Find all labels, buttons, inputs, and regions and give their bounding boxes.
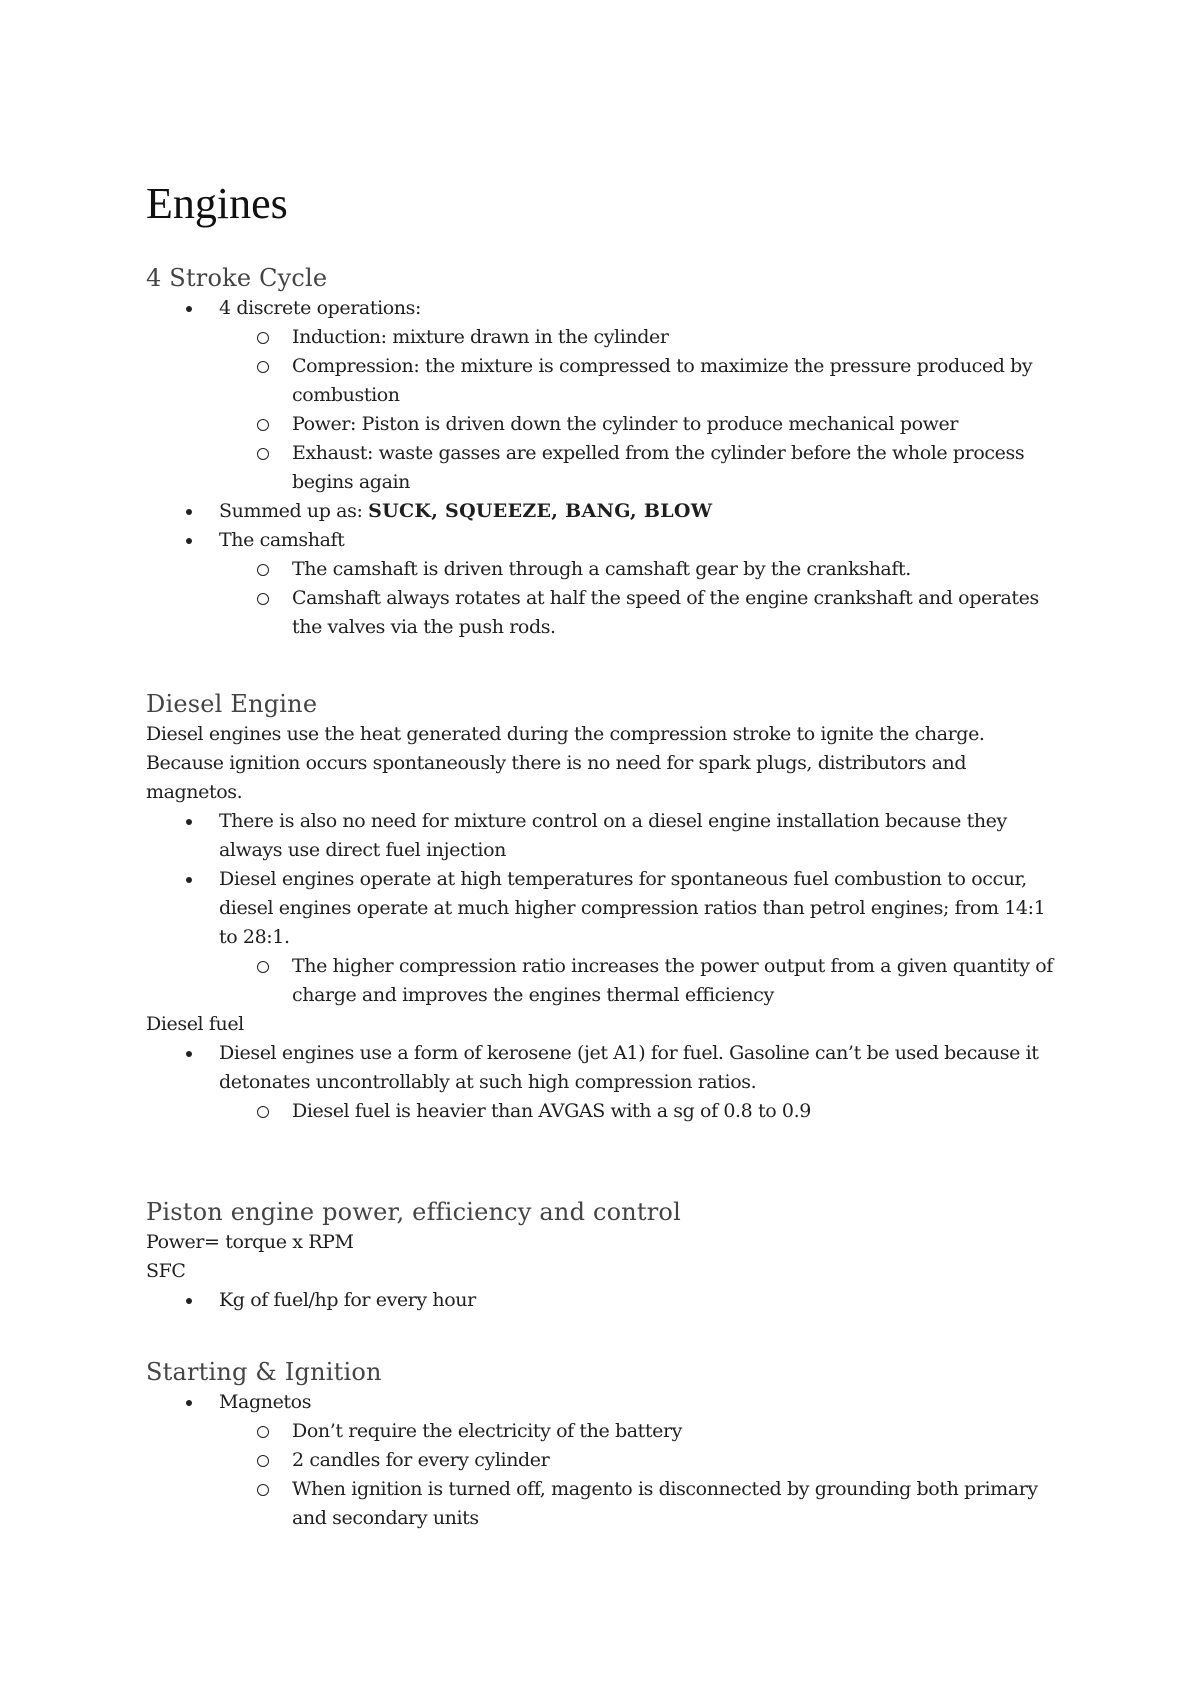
sub-list-item-text: When ignition is turned off, magento is disconnected by grounding both primary and secondary units (292, 1478, 1038, 1529)
bullet-icon (186, 1051, 192, 1057)
circle-bullet-icon (257, 332, 269, 344)
circle-bullet-icon (257, 961, 269, 973)
circle-bullet-icon (257, 1106, 269, 1118)
sub-list-item-text: Induction: mixture drawn in the cylinder (292, 326, 669, 348)
paragraph: Diesel engines use the heat generated during the compression stroke to ignite the charge. Because ignition occurs spontaneously there is no need for spark plugs, distributors and magnetos. (146, 723, 985, 803)
sub-list-item (146, 410, 1066, 439)
list-item-text: The camshaft (219, 529, 345, 551)
circle-bullet-icon (257, 1484, 269, 1496)
section-piston-power (146, 1196, 1066, 1315)
sub-list-item-text: Don’t require the electricity of the battery (292, 1420, 682, 1442)
sub-list-item (146, 1417, 1066, 1446)
bullet-list (146, 1388, 1066, 1533)
bullet-icon (186, 877, 192, 883)
bullet-list (146, 807, 1066, 1010)
bullet-icon (186, 538, 192, 544)
list-item-text: Diesel engines use a form of kerosene (jet A1) for fuel. Gasoline can’t be used because it detonates uncontrollably at such high compression ratios. (219, 1042, 1039, 1093)
list-item (146, 1039, 1066, 1097)
sub-list-item-text: Power: Piston is driven down the cylinder to produce mechanical power (292, 413, 959, 435)
list-item-text: There is also no need for mixture control on a diesel engine installation because they always use direct fuel injection (219, 810, 1007, 861)
sub-list-item (146, 1097, 1066, 1126)
circle-bullet-icon (257, 1455, 269, 1467)
list-item-text: Kg of fuel/hp for every hour (219, 1289, 476, 1311)
sub-list-item-text: Compression: the mixture is compressed to maximize the pressure produced by combustion (292, 355, 1033, 406)
list-item-text: Magnetos (219, 1391, 312, 1413)
list-item-text: Summed up as: (219, 500, 369, 522)
sub-list-item (146, 555, 1066, 584)
section-heading: Diesel Engine (146, 690, 318, 718)
sub-list-item (146, 584, 1066, 642)
sub-bullet-list (146, 1097, 1066, 1126)
list-item (146, 526, 1066, 555)
bullet-list (146, 294, 1066, 642)
sublist-holder (146, 555, 1066, 642)
text-line: SFC (146, 1260, 186, 1282)
sub-list-item (146, 439, 1066, 497)
page-title: Engines (146, 179, 288, 228)
list-item (146, 807, 1066, 865)
list-item (146, 497, 1066, 526)
section-diesel (146, 688, 1066, 1126)
circle-bullet-icon (257, 361, 269, 373)
sub-list-item-text: Camshaft always rotates at half the speed of the engine crankshaft and operates the valves via the push rods. (292, 587, 1039, 638)
section-heading: 4 Stroke Cycle (146, 264, 328, 292)
sub-list-item (146, 352, 1066, 410)
circle-bullet-icon (257, 564, 269, 576)
sub-list-item-text: The higher compression ratio increases the power output from a given quantity of charge and improves the engines thermal efficiency (292, 955, 1053, 1006)
formula-line: Power= torque x RPM (146, 1231, 354, 1253)
sub-bullet-list (146, 555, 1066, 642)
bullet-icon (186, 1400, 192, 1406)
bullet-icon (186, 509, 192, 515)
bullet-icon (186, 819, 192, 825)
sub-list-item-text: 2 candles for every cylinder (292, 1449, 550, 1471)
summary-mnemonic: SUCK, SQUEEZE, BANG, BLOW (368, 500, 713, 522)
bullet-icon (186, 1298, 192, 1304)
sub-list-item (146, 323, 1066, 352)
sub-bullet-list (146, 323, 1066, 497)
sub-list-item (146, 1446, 1066, 1475)
sub-list-item-text: Diesel fuel is heavier than AVGAS with a sg of 0.8 to 0.9 (292, 1100, 811, 1122)
list-item-text: 4 discrete operations: (219, 297, 421, 319)
circle-bullet-icon (257, 1426, 269, 1438)
sub-bullet-list (146, 952, 1066, 1010)
list-item (146, 1286, 1066, 1315)
sub-list-item-text: Exhaust: waste gasses are expelled from the cylinder before the whole process begins again (292, 442, 1025, 493)
section-starting-ignition (146, 1356, 1066, 1533)
list-item (146, 294, 1066, 323)
sub-list-item-text: The camshaft is driven through a camshaft gear by the crankshaft. (292, 558, 911, 580)
circle-bullet-icon (257, 419, 269, 431)
sublist-holder (146, 952, 1066, 1010)
sublist-holder (146, 1417, 1066, 1533)
sub-bullet-list (146, 1417, 1066, 1533)
sublist-holder (146, 1097, 1066, 1126)
sub-list-item (146, 952, 1066, 1010)
section-heading: Starting & Ignition (146, 1358, 382, 1386)
circle-bullet-icon (257, 448, 269, 460)
list-item-text: Diesel engines operate at high temperatures for spontaneous fuel combustion to occur, diesel engines operate at much higher compression ratios than petrol engines; from 14:1 to 28:1. (219, 868, 1046, 948)
bullet-list (146, 1039, 1066, 1126)
bullet-list (146, 1286, 1066, 1315)
list-item (146, 1388, 1066, 1417)
list-item (146, 865, 1066, 952)
circle-bullet-icon (257, 593, 269, 605)
sublist-holder (146, 323, 1066, 497)
subheading-diesel-fuel: Diesel fuel (146, 1013, 244, 1035)
bullet-icon (186, 306, 192, 312)
section-heading: Piston engine power, efficiency and control (146, 1198, 681, 1226)
section-four-stroke (146, 262, 1066, 642)
sub-list-item (146, 1475, 1066, 1533)
